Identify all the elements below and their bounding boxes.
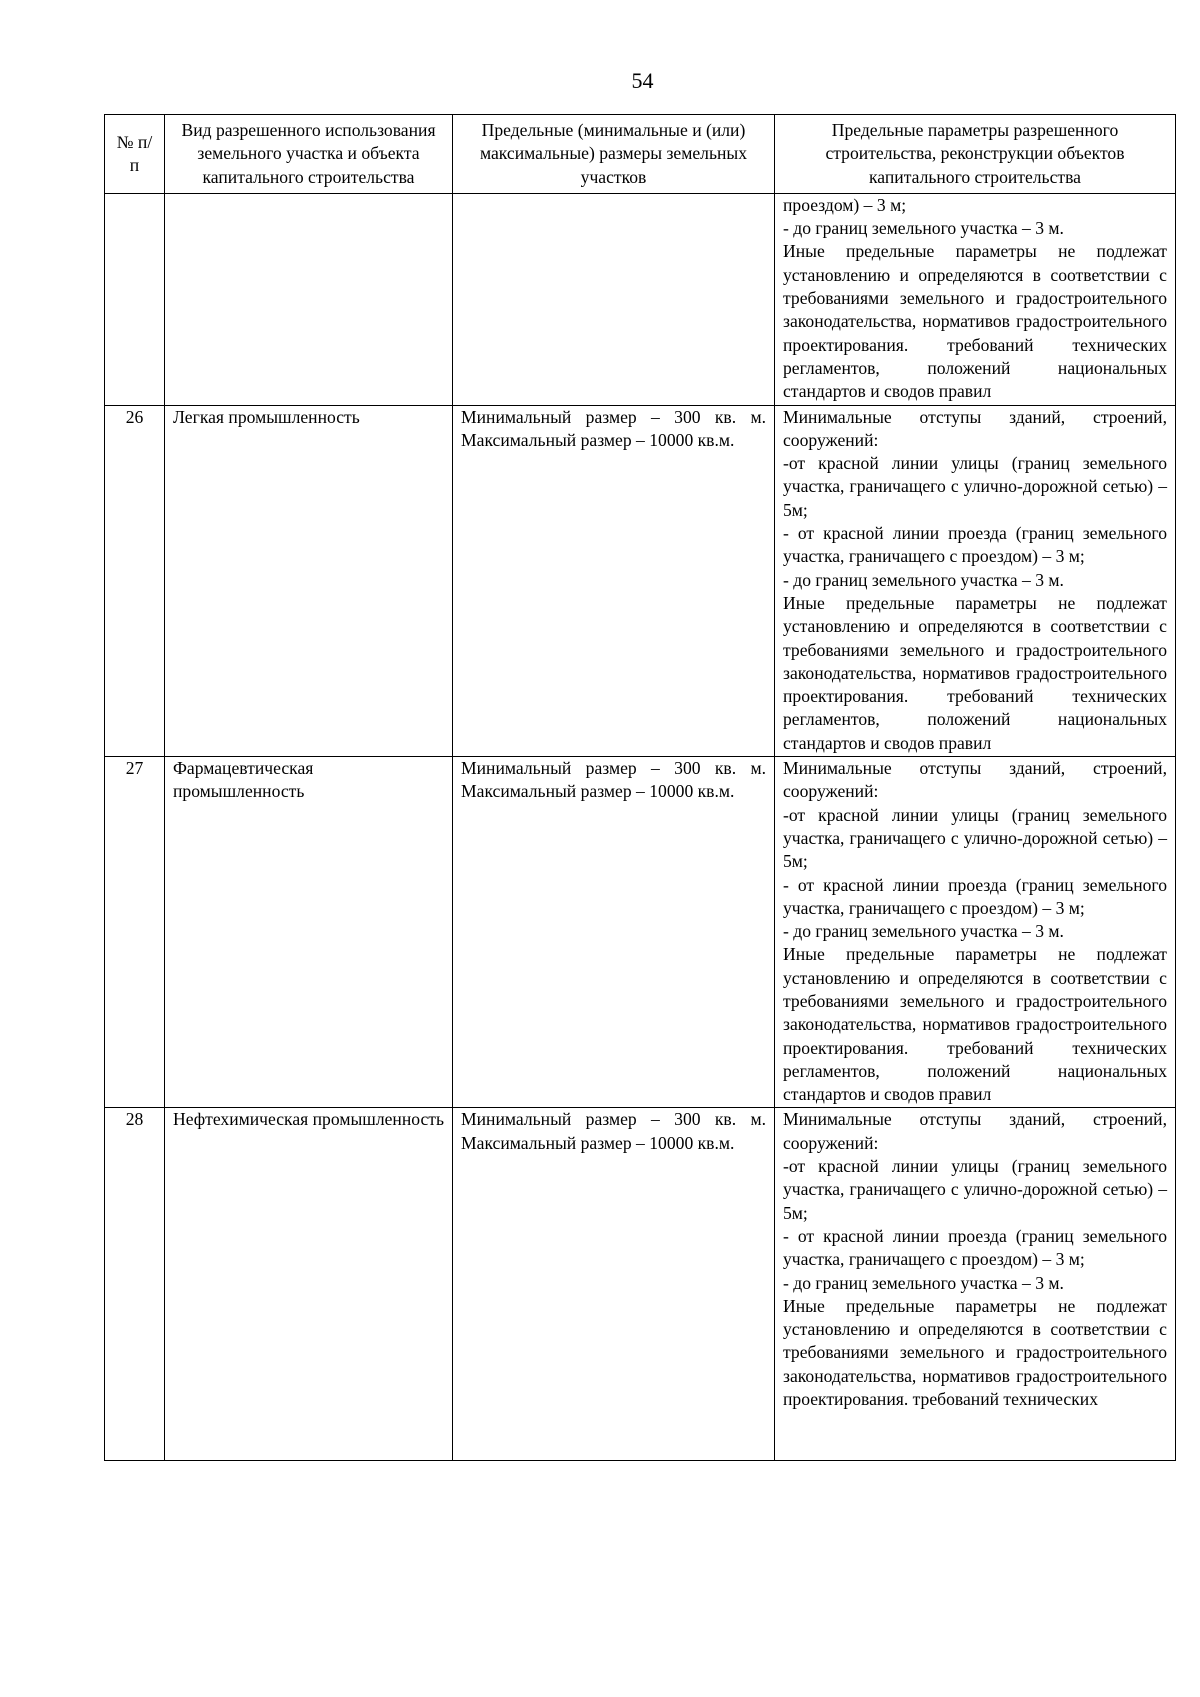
param-line: Минимальные отступы зданий, строений, сооружений:: [783, 758, 1167, 802]
param-line: Иные предельные параметры не подлежат установлению и определяются в соответствии с требованиями земельного и градостроительного законодательства, нормативов градостроительного проектирования. требований технических: [783, 1295, 1167, 1410]
header-use: Вид разрешенного использования земельного участка и объекта капитального строительства: [165, 115, 453, 194]
param-line: Минимальные отступы зданий, строений, сооружений:: [783, 1109, 1167, 1153]
cell-params: [775, 757, 1176, 1108]
param-line: - от красной линии проезда (границ земельного участка, граничащего с проездом) – 3 м;: [783, 874, 1167, 918]
cell-use: [165, 193, 453, 405]
param-line: -от красной линии улицы (границ земельного участка, граничащего с улично-дорожной сетью) – 5м;: [783, 804, 1167, 872]
param-line: Иные предельные параметры не подлежат установлению и определяются в соответствии с требованиями земельного и градостроительного законодательства, нормативов градостроительного проектирования. требований технических регламентов, положений национальных стандартов и сводов правил: [783, 241, 1167, 402]
param-line: Иные предельные параметры не подлежат установлению и определяются в соответствии с требованиями земельного и градостроительного законодательства, нормативов градостроительного проектирования. требований технических регламентов, положений национальных стандартов и сводов правил: [783, 592, 1167, 753]
cell-size: Минимальный размер – 300 кв. м. Максимальный размер – 10000 кв.м.: [453, 405, 775, 756]
table-row: [105, 757, 1176, 1108]
param-line: Иные предельные параметры не подлежат установлению и определяются в соответствии с требованиями земельного и градостроительного законодательства, нормативов градостроительного проектирования. требований технических регламентов, положений национальных стандартов и сводов правил: [783, 944, 1167, 1105]
param-line: проездом) – 3 м;: [783, 194, 907, 215]
cell-num: [105, 193, 165, 405]
param-line: - до границ земельного участка – 3 м.: [783, 569, 1064, 590]
table-row: [105, 1108, 1176, 1461]
param-line: -от красной линии улицы (границ земельного участка, граничащего с улично-дорожной сетью) – 5м;: [783, 453, 1167, 520]
table-row: [105, 405, 1176, 756]
param-line: - до границ земельного участка – 3 м.: [783, 1272, 1064, 1293]
cell-size: Минимальный размер – 300 кв. м. Максимальный размер – 10000 кв.м.: [453, 757, 775, 1108]
page-number: 54: [631, 68, 654, 93]
cell-params: [775, 1108, 1176, 1461]
cell-params: [775, 405, 1176, 756]
param-line: - до границ земельного участка – 3 м.: [783, 218, 1064, 239]
header-size: Предельные (минимальные и (или) максимальные) размеры земельных участков: [453, 115, 775, 194]
cell-use: Нефтехимическая промышленность: [165, 1108, 453, 1461]
cell-num: 28: [105, 1108, 165, 1461]
cell-size: [453, 193, 775, 405]
header-params: Предельные параметры разрешенного строительства, реконструкции объектов капитального строительства: [775, 115, 1176, 194]
param-line: -от красной линии улицы (границ земельного участка, граничащего с улично-дорожной сетью) – 5м;: [783, 1156, 1167, 1223]
param-line: - от красной линии проезда (границ земельного участка, граничащего с проездом) – 3 м;: [783, 1225, 1167, 1270]
param-line: - до границ земельного участка – 3 м.: [783, 921, 1064, 942]
cell-num: 27: [105, 757, 165, 1108]
param-line: Минимальные отступы зданий, строений, сооружений:: [783, 406, 1167, 450]
cell-params: [775, 193, 1176, 405]
table-row-continuation: [105, 193, 1176, 405]
header-num: № п/п: [105, 115, 165, 194]
cell-num: 26: [105, 405, 165, 756]
regulations-table: [104, 114, 1176, 1461]
cell-use: Фармацевтическая промышленность: [165, 757, 453, 1108]
cell-use: Легкая промышленность: [165, 405, 453, 756]
table-header-row: [105, 115, 1176, 194]
cell-size: Минимальный размер – 300 кв. м. Максимальный размер – 10000 кв.м.: [453, 1108, 775, 1461]
param-line: - от красной линии проезда (границ земельного участка, граничащего с проездом) – 3 м;: [783, 523, 1167, 567]
